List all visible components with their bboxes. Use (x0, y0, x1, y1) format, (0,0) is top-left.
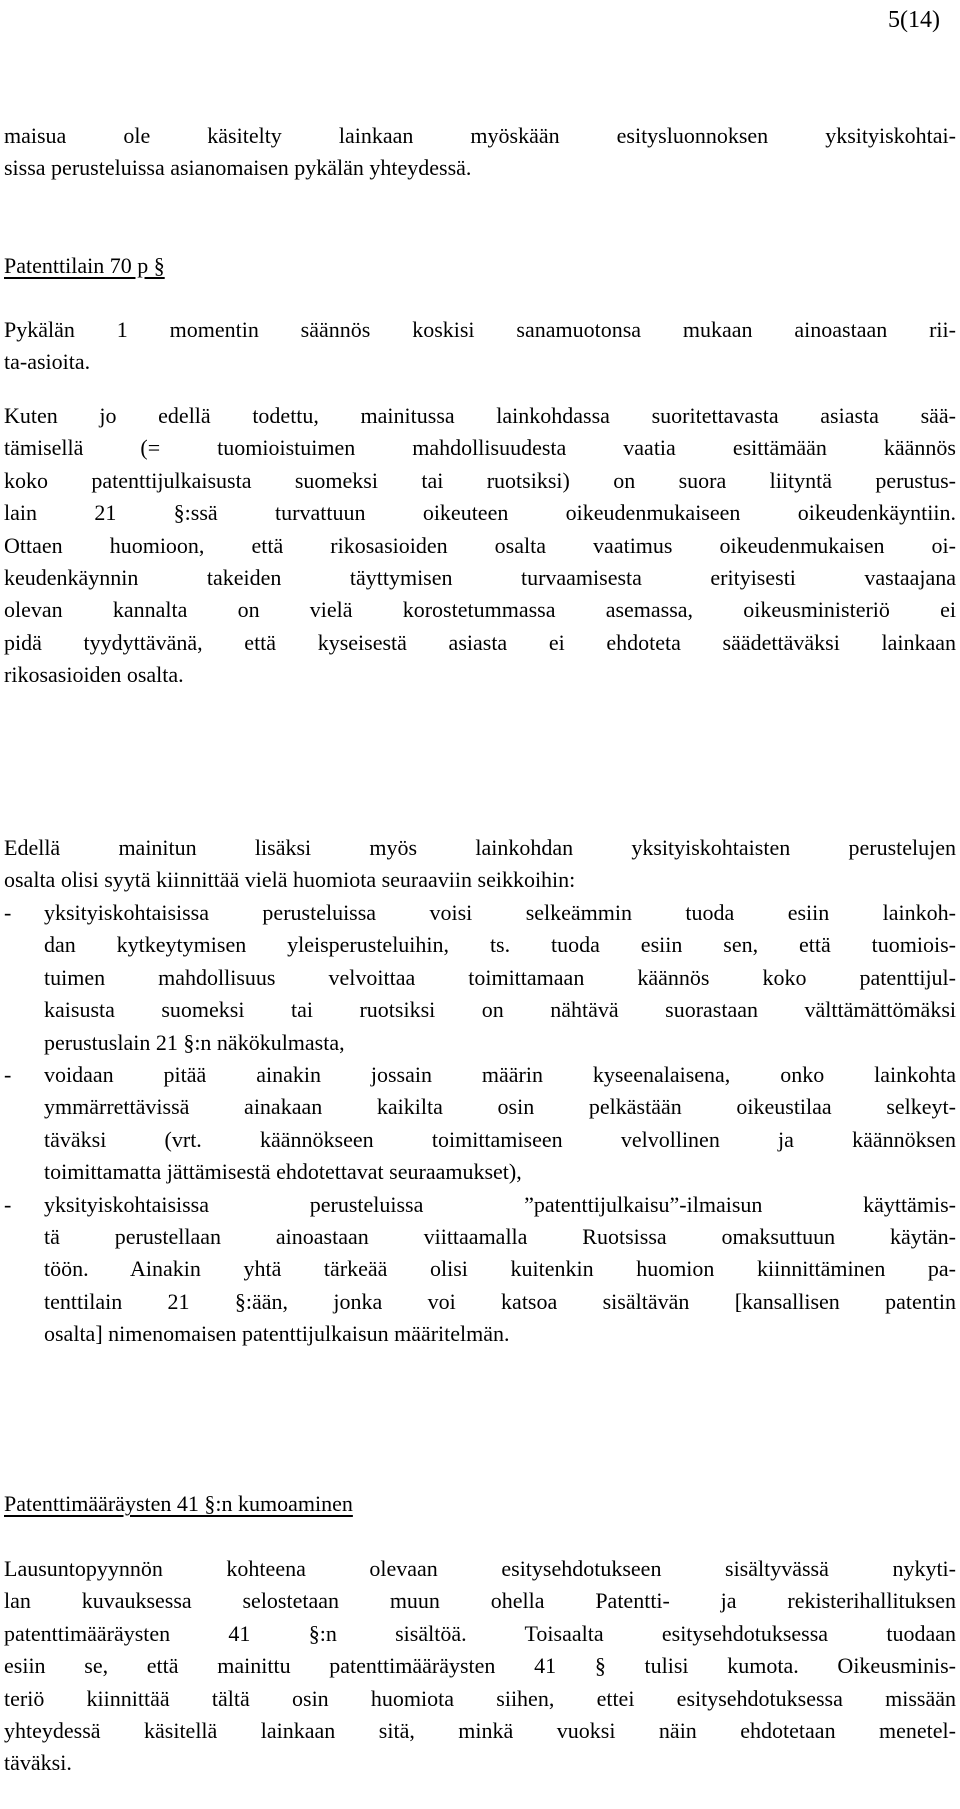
text-line: dan kytkeytymisen yleisperusteluihin, ts. tuoda esiin sen, että tuomiois- (44, 932, 956, 958)
text-line: töön. Ainakin yhtä tärkeää olisi kuitenkin huomion kiinnittäminen pa- (44, 1256, 956, 1282)
section1-paragraph-1 (4, 314, 956, 379)
section-heading: Patenttilain 70 p § (4, 253, 165, 278)
section-heading-patenttimaaraysten-41 (4, 1488, 956, 1520)
text-line: koko patenttijulkaisusta suomeksi tai ruotsiksi) on suora liityntä perustus- (4, 467, 956, 493)
text-line: Pykälän 1 momentin säännös koskisi sanamuotonsa mukaan ainoastaan rii- (4, 317, 956, 342)
text-line: osalta] nimenomaisen patenttijulkaisun määritelmän. (44, 1321, 510, 1347)
text-line: Kuten jo edellä todettu, mainitussa lainkohdassa suoritettavasta asiasta sää- (4, 403, 956, 428)
section-heading: Patenttimääräysten 41 §:n kumoaminen (4, 1491, 353, 1516)
bullet-dash: - (4, 1062, 12, 1088)
list-item (4, 1059, 956, 1189)
page-number: 5(14) (888, 7, 940, 33)
text-line: Lausuntopyynnön kohteena olevaan esitysehdotukseen sisältyvässä nykyti- (4, 1556, 956, 1581)
section1-paragraph-3 (4, 832, 956, 897)
text-line: ymmärrettävissä ainakaan kaikilta osin pelkästään oikeustilaa selkeyt- (44, 1094, 956, 1120)
text-line: esiin se, että mainittu patenttimääräysten 41 § tulisi kumota. Oikeusminis- (4, 1653, 956, 1679)
text-line: olevan kannalta on vielä korostetummassa asemassa, oikeusministeriö ei (4, 597, 956, 623)
text-line: kaisusta suomeksi tai ruotsiksi on nähtävä suorastaan välttämättömäksi (44, 997, 956, 1023)
text-line: keudenkäynnin takeiden täyttymisen turvaamisesta erityisesti vastaajana (4, 565, 956, 591)
text-line: maisua ole käsitelty lainkaan myöskään esitysluonnoksen yksityiskohtai- (4, 123, 956, 148)
text-line: patenttimääräysten 41 §:n sisältöä. Toisaalta esitysehdotuksessa tuodaan (4, 1620, 956, 1646)
text-line: yksityiskohtaisissa perusteluissa voisi selkeämmin tuoda esiin lainkoh- (44, 900, 956, 925)
section-heading-patenttilain-70p (4, 250, 956, 282)
text-line: lan kuvauksessa selostetaan muun ohella Patentti- ja rekisterihallituksen (4, 1588, 956, 1614)
text-line: ta-asioita. (4, 349, 91, 375)
text-line: yksityiskohtaisissa perusteluissa ”patenttijulkaisu”-ilmaisun käyttämis- (44, 1191, 956, 1217)
bullet-list (4, 897, 956, 1351)
list-item (4, 897, 956, 1059)
bullet-dash: - (4, 1191, 12, 1217)
text-line: teriö kiinnittää tältä osin huomiota siihen, ettei esitysehdotuksessa missään (4, 1685, 956, 1711)
text-line: täväksi (vrt. käännökseen toimittamiseen velvollinen ja käännöksen (44, 1126, 956, 1152)
text-line: sissa perusteluissa asianomaisen pykälän yhteydessä. (4, 155, 472, 181)
text-line: yhteydessä käsitellä lainkaan sitä, minkä vuoksi näin ehdotetaan menetel- (4, 1718, 956, 1744)
bullet-dash: - (4, 900, 12, 925)
text-line: voidaan pitää ainakin jossain määrin kyseenalaisena, onko lainkohta (44, 1062, 956, 1088)
text-line: rikosasioiden osalta. (4, 662, 184, 688)
text-line: tenttilain 21 §:ään, jonka voi katsoa sisältävän [kansallisen patentin (44, 1288, 956, 1314)
text-line: tä perustellaan ainoastaan viittaamalla Ruotsissa omaksuttuun käytän- (44, 1224, 956, 1250)
text-line: perustuslain 21 §:n näkökulmasta, (44, 1029, 345, 1055)
intro-paragraph (4, 120, 956, 185)
text-line: Ottaen huomioon, että rikosasioiden osalta vaatimus oikeudenmukaisen oi- (4, 532, 956, 558)
section1-paragraph-2 (4, 400, 956, 692)
list-item (4, 1189, 956, 1351)
text-line: toimittamatta jättämisestä ehdotettavat seuraamukset), (44, 1159, 522, 1185)
text-line: lain 21 §:ssä turvattuun oikeuteen oikeudenmukaiseen oikeudenkäyntiin. (4, 500, 956, 526)
text-line: tuimen mahdollisuus velvoittaa toimittamaan käännös koko patenttijul- (44, 964, 956, 990)
text-line: Edellä mainitun lisäksi myös lainkohdan yksityiskohtaisten perustelujen (4, 835, 956, 860)
text-line: pidä tyydyttävänä, että kyseisestä asiasta ei ehdoteta säädettäväksi lainkaan (4, 629, 956, 655)
text-line: täväksi. (4, 1750, 72, 1776)
section2-paragraph-1 (4, 1553, 956, 1780)
text-line: tämisellä (= tuomioistuimen mahdollisuudesta vaatia esittämään käännös (4, 435, 956, 461)
text-line: osalta olisi syytä kiinnittää vielä huomiota seuraaviin seikkoihin: (4, 867, 576, 893)
